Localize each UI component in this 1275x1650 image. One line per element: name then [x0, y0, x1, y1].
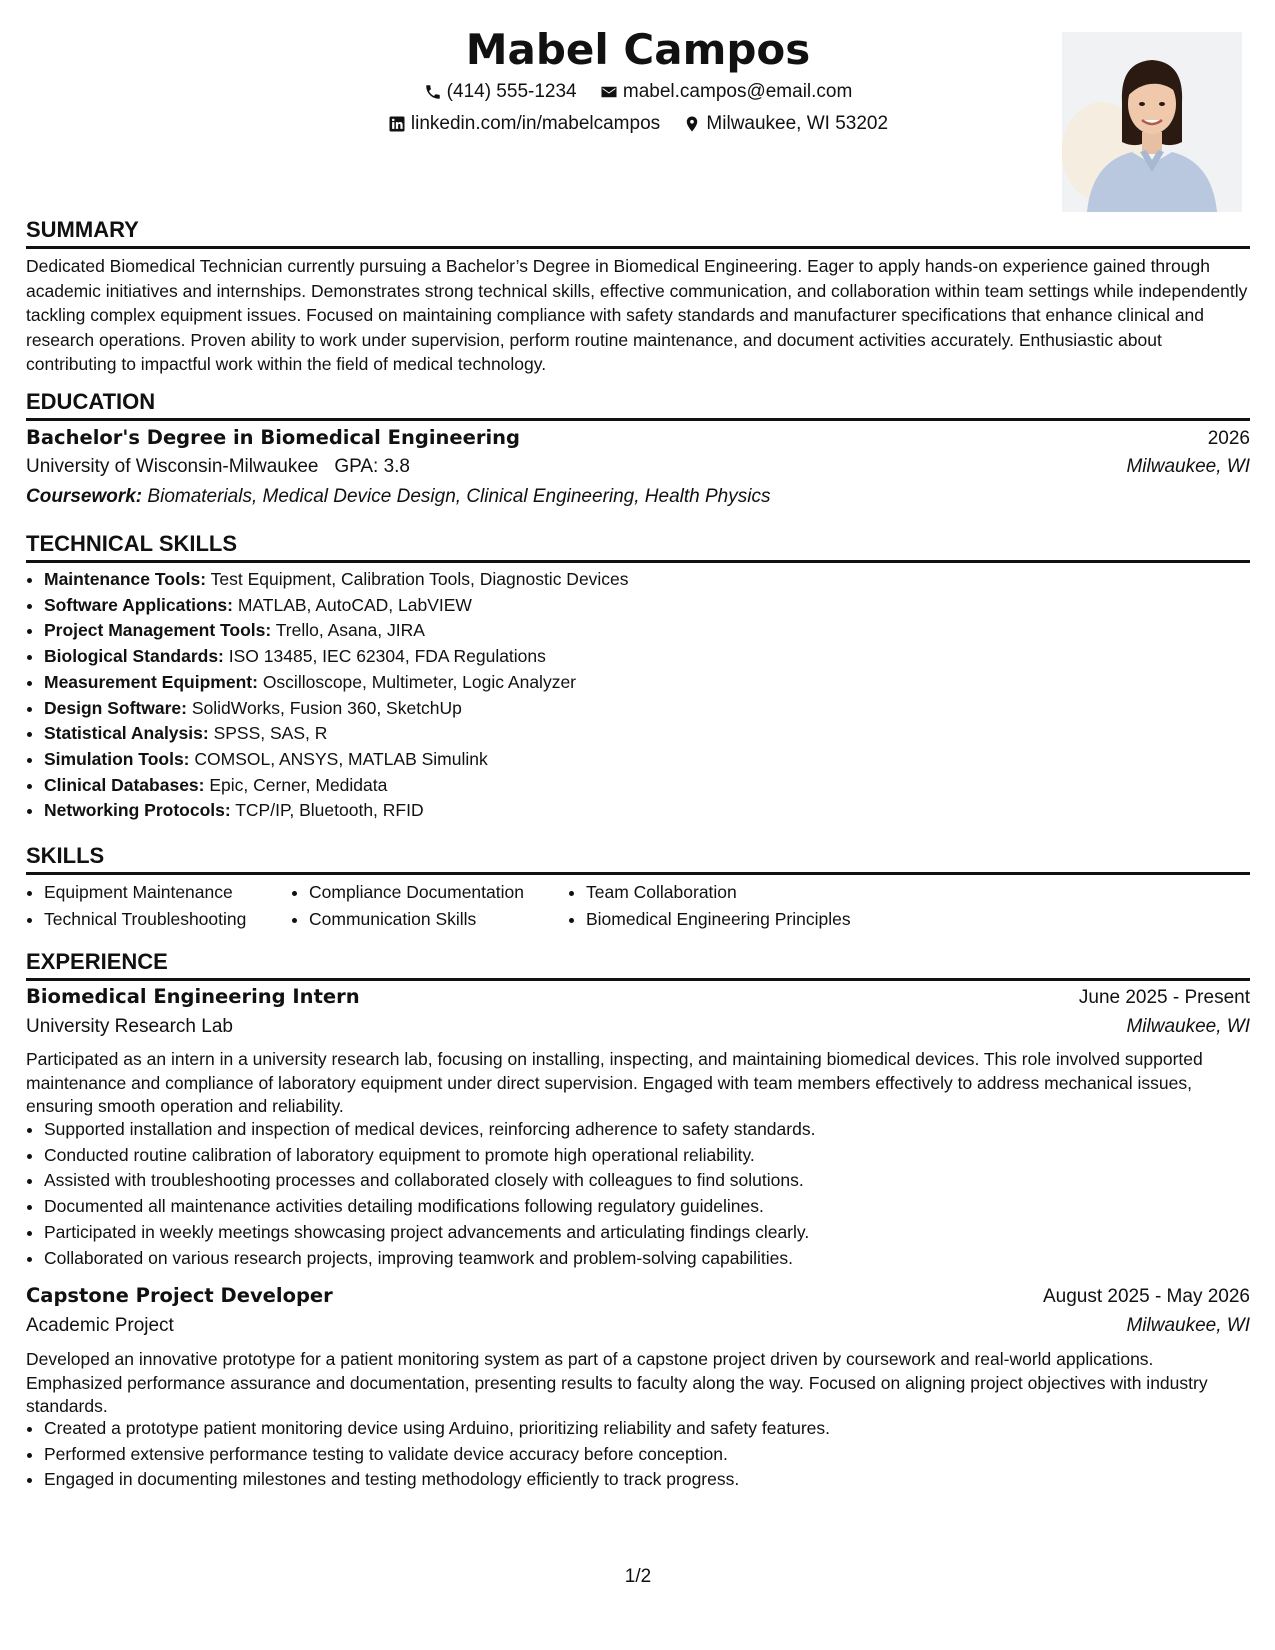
education-school: University of Wisconsin-Milwaukee: [26, 456, 319, 477]
list-item: • Equipment Maintenance: [44, 879, 246, 906]
list-item: • Communication Skills: [309, 906, 524, 933]
linkedin-icon: [388, 115, 406, 133]
job-1-org: University Research Lab: [26, 1016, 233, 1037]
education-gpa: GPA: 3.8: [334, 456, 410, 477]
education-row-school: [26, 456, 1250, 486]
candidate-name: Mabel Campos: [465, 25, 811, 74]
coursework-label: Coursework:: [26, 486, 143, 507]
contact-location: [683, 110, 888, 138]
list-item: • Biological Standards: ISO 13485, IEC 62304, FDA Regulations: [44, 644, 1244, 670]
summary-text: Dedicated Biomedical Technician currently pursuing a Bachelor’s Degree in Biomedical Engineering. Eager to apply hands-on experience gained through academic initiatives and internships. Demonstrates strong technical skills, effective communication, and collaboration within team settings while independently tackling complex equipment issues. Focused on maintaining compliance with safety standards and manufacturer specifications that enhance clinical and research operations. Proven ability to work under supervision, perform routine maintenance, and document activities accurately. Enthusiastic about contributing to impactful work within the field of medical technology.: [26, 256, 1248, 375]
list-item: • Performed extensive performance testing to validate device accuracy before conception.: [44, 1442, 1244, 1468]
job-2-bullets: [26, 1416, 1244, 1493]
job-2-role: Capstone Project Developer: [26, 1284, 333, 1307]
education-coursework-line: [26, 486, 770, 508]
list-item: • Supported installation and inspection of medical devices, reinforcing adherence to safety standards.: [44, 1117, 1244, 1143]
profile-photo: [1062, 32, 1242, 212]
job-1-row-org: [26, 1016, 1250, 1046]
contact-linkedin[interactable]: [388, 110, 660, 138]
job-2-dates: August 2025 - May 2026: [1042, 1286, 1250, 1307]
resume-page: [26, 0, 1250, 1650]
education-location: Milwaukee, WI: [1126, 456, 1250, 477]
education-row-coursework: [26, 486, 1250, 516]
education-year: 2026: [1207, 428, 1250, 449]
list-item: • Clinical Databases: Epic, Cerner, Medidata: [44, 773, 1244, 799]
list-item: • Assisted with troubleshooting processes and collaborated closely with colleagues to find solutions.: [44, 1168, 1244, 1194]
location-text: Milwaukee, WI 53202: [706, 113, 889, 134]
email-text[interactable]: mabel.campos@email.com: [622, 81, 853, 102]
list-item: • Statistical Analysis: SPSS, SAS, R: [44, 721, 1244, 747]
section-title-skills: SKILLS: [26, 842, 1250, 875]
education-school-line: [26, 456, 410, 478]
job-2-description: Developed an innovative prototype for a patient monitoring system as part of a capstone project driven by coursework and real-world applications. Emphasized performance assurance and documentation, presenting results to faculty along the way. Focused on aligning project objectives with industry standards.: [26, 1349, 1208, 1416]
job-2-row-org: [26, 1315, 1250, 1345]
list-item: • Networking Protocols: TCP/IP, Bluetooth, RFID: [44, 798, 1244, 824]
envelope-icon: [600, 83, 618, 101]
list-item: • Compliance Documentation: [309, 879, 524, 906]
phone-text: (414) 555-1234: [446, 81, 577, 102]
list-item: • Simulation Tools: COMSOL, ANSYS, MATLAB Simulink: [44, 747, 1244, 773]
skills-column-3: [568, 879, 851, 933]
skills-grid: [26, 879, 1250, 935]
job-1-description: Participated as an intern in a university research lab, focusing on installing, inspecting, and maintaining biomedical devices. This role involved supported maintenance and compliance of laboratory equipment under direct supervision. Engaged with team members effectively to address mechanical issues, ensuring smooth operation and reliability.: [26, 1049, 1203, 1116]
job-2-org: Academic Project: [26, 1315, 174, 1336]
education-degree: Bachelor's Degree in Biomedical Engineering: [26, 426, 520, 449]
section-title-experience: EXPERIENCE: [26, 948, 1250, 981]
page-number: 1/2: [624, 1566, 652, 1587]
list-item: • Conducted routine calibration of laboratory equipment to promote high operational reliability.: [44, 1143, 1244, 1169]
skills-column-2: [291, 879, 524, 933]
technical-skills-list: [26, 567, 1244, 824]
list-item: • Measurement Equipment: Oscilloscope, Multimeter, Logic Analyzer: [44, 670, 1244, 696]
list-item: • Team Collaboration: [586, 879, 851, 906]
job-1-row-title: [26, 985, 1250, 1015]
list-item: • Design Software: SolidWorks, Fusion 360, SketchUp: [44, 696, 1244, 722]
list-item: • Documented all maintenance activities detailing modifications following regulatory guidelines.: [44, 1194, 1244, 1220]
phone-icon: [424, 83, 442, 101]
list-item: • Engaged in documenting milestones and testing methodology efficiently to track progress.: [44, 1467, 1244, 1493]
job-1-dates: June 2025 - Present: [1078, 987, 1250, 1008]
list-item: • Participated in weekly meetings showcasing project advancements and articulating findings clearly.: [44, 1220, 1244, 1246]
coursework-text: Biomaterials, Medical Device Design, Clinical Engineering, Health Physics: [147, 486, 771, 507]
list-item: • Biomedical Engineering Principles: [586, 906, 851, 933]
job-2-row-title: [26, 1284, 1250, 1314]
job-1-location: Milwaukee, WI: [1126, 1016, 1250, 1037]
linkedin-text[interactable]: linkedin.com/in/mabelcampos: [410, 113, 661, 134]
list-item: • Project Management Tools: Trello, Asana, JIRA: [44, 618, 1244, 644]
contact-phone: [424, 78, 577, 106]
contact-email[interactable]: [600, 78, 852, 106]
map-pin-icon: [683, 115, 701, 133]
skills-column-1: [26, 879, 246, 933]
list-item: • Created a prototype patient monitoring device using Arduino, prioritizing reliability and safety features.: [44, 1416, 1244, 1442]
section-title-summary: SUMMARY: [26, 216, 1250, 249]
section-title-education: EDUCATION: [26, 388, 1250, 421]
job-1-bullets: [26, 1117, 1244, 1271]
job-2-location: Milwaukee, WI: [1126, 1315, 1250, 1336]
list-item: • Software Applications: MATLAB, AutoCAD, LabVIEW: [44, 593, 1244, 619]
resume-header: [26, 22, 1250, 212]
education-row-degree: [26, 426, 1250, 456]
list-item: • Technical Troubleshooting: [44, 906, 246, 933]
list-item: • Maintenance Tools: Test Equipment, Calibration Tools, Diagnostic Devices: [44, 567, 1244, 593]
section-title-technical-skills: TECHNICAL SKILLS: [26, 530, 1250, 563]
list-item: • Collaborated on various research projects, improving teamwork and problem-solving capabilities.: [44, 1246, 1244, 1272]
job-1-role: Biomedical Engineering Intern: [26, 985, 360, 1008]
